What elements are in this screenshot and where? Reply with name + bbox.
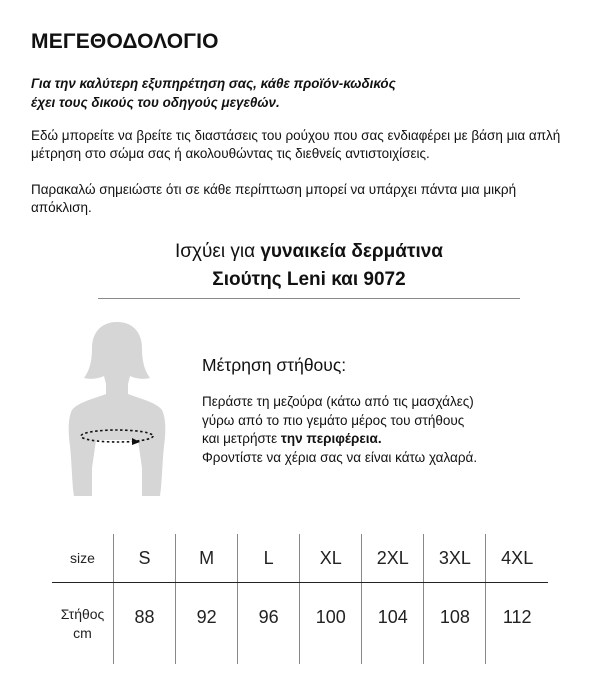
chest-cm-cell: 112 [486,583,548,665]
description-paragraph: Εδώ μπορείτε να βρείτε τις διαστάσεις του ρούχου που σας ενδιαφέρει με βάση μια απλή μέτρηση στο σώμα σας ή ακολουθώντας τις διεθνείς αντιστοιχίσεις. [31,128,561,161]
chest-cm-cell: 88 [114,583,176,665]
size-cell: 3XL [424,534,486,583]
silhouette-head [84,322,150,384]
disclaimer-paragraph: Παρακαλώ σημειώστε ότι σε κάθε περίπτωση μπορεί να υπάρχει πάντα μια μικρή απόκλιση. [31,182,517,215]
size-cell: XL [300,534,362,583]
applies-to-heading [98,238,520,294]
instruction-line-1: Περάστε τη μεζούρα (κάτω από τις μασχάλες) [202,394,474,409]
intro-line-2: έχει τους δικούς του οδηγούς μεγεθών. [31,95,280,110]
applies-models: Σιούτης Leni και 9072 [212,269,406,290]
instruction-line-4: Φροντίστε να χέρια σας να είναι κάτω χαλαρά. [202,449,478,465]
instruction-bold: την περιφέρεια. [280,431,382,446]
page-title: ΜΕΓΕΘΟΔΟΛΟΓΙΟ [31,30,219,53]
applies-product: γυναικεία δερμάτινα [260,241,443,262]
size-cell: L [238,534,300,583]
size-cell: 4XL [486,534,548,583]
size-header-label: size [52,534,114,583]
body-silhouette-illustration [62,318,172,498]
intro-bold-text [31,74,571,112]
size-chart-table [52,534,548,664]
size-cell: M [176,534,238,583]
instruction-line-2: γύρω από το πιο γεμάτο μέρος του στήθους [202,412,465,428]
size-cell: 2XL [362,534,424,583]
chest-cm-cell: 104 [362,583,424,665]
size-cell: S [114,534,176,583]
applies-prefix: Ισχύει για [175,241,261,262]
chest-cm-cell: 92 [176,583,238,665]
chest-row [52,583,548,665]
chest-row-label: Στήθος cm [60,605,105,641]
chest-measurement-instructions [202,393,562,467]
chest-cm-cell: 108 [424,583,486,665]
size-header-row [52,534,548,583]
chest-measurement-title: Μέτρηση στήθους: [202,355,347,375]
section-divider [98,298,520,299]
chest-cm-cell: 96 [238,583,300,665]
intro-line-1: Για την καλύτερη εξυπηρέτηση σας, κάθε προϊόν-κωδικός [31,76,396,91]
silhouette-torso [69,382,166,496]
instruction-line-3: και μετρήστε την περιφέρεια. [202,431,382,446]
chest-cm-cell: 100 [300,583,362,665]
